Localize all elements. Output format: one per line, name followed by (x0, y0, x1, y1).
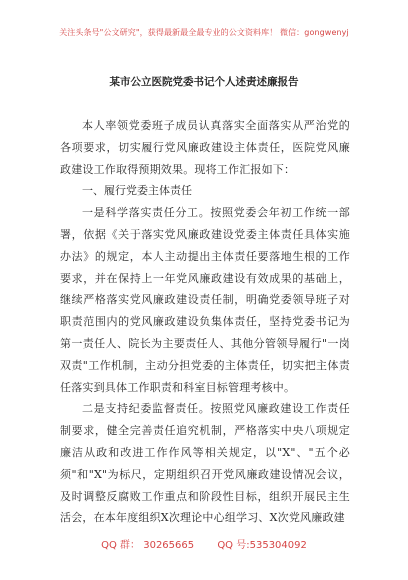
qq-number: QQ 号:535304092 (217, 540, 307, 551)
section-heading: 一、履行党委主体责任 (82, 184, 192, 198)
qq-group: QQ 群： 30265665 (101, 540, 195, 551)
document-title: 某市公立医院党委书记个人述责述廉报告 (109, 76, 299, 88)
document-body (60, 115, 350, 529)
promo-banner: 关注头条号"公文研究"，获得最新最全最专业的公文资料库！ 微信：gongwenyj (59, 28, 349, 37)
paragraph-supervision: 二是支持纪委监督责任。按照党风廉政建设工作责任制要求，健全完善责任追究机制，严格落实中央八项规定廉洁从政和改进工作作风等相关规定，以"X"、"五个必须"和"X"为标尺，定期组织召开党风廉政建设情况会议，及时调整反腐败工作重点和阶段性目标，组织开展民主生活会，在本年度组织X次理论中心组学习、X次党风廉政建 (60, 402, 350, 525)
contact-footer (0, 536, 408, 551)
paragraph-responsibility-division: 一是科学落实责任分工。按照党委会年初工作统一部署，依据《关于落实党风廉政建设党委主体责任具体实施办法》的规定，本人主动提出主体责任要落地生根的工作要求，并在保持上一年党风廉政建设有效成果的基础上，继续严格落实党风廉政建设责任制，明确党委领导班子对职责范围内的党风廉政建设负集体责任，坚持党委书记为第一责任人、院长为主要责任人、其他分管领导履行"一岗双责"工作机制，主动分担党委的主体责任，切实把主体责任落实到具体工作职责和科室目标管理考核中。 (60, 206, 350, 394)
intro-paragraph: 本人率领党委班子成员认真落实全面落实从严治党的各项要求，切实履行党风廉政建设主体责任，医院党风廉政建设工作取得预期效果。现将工作汇报如下： (60, 119, 350, 176)
